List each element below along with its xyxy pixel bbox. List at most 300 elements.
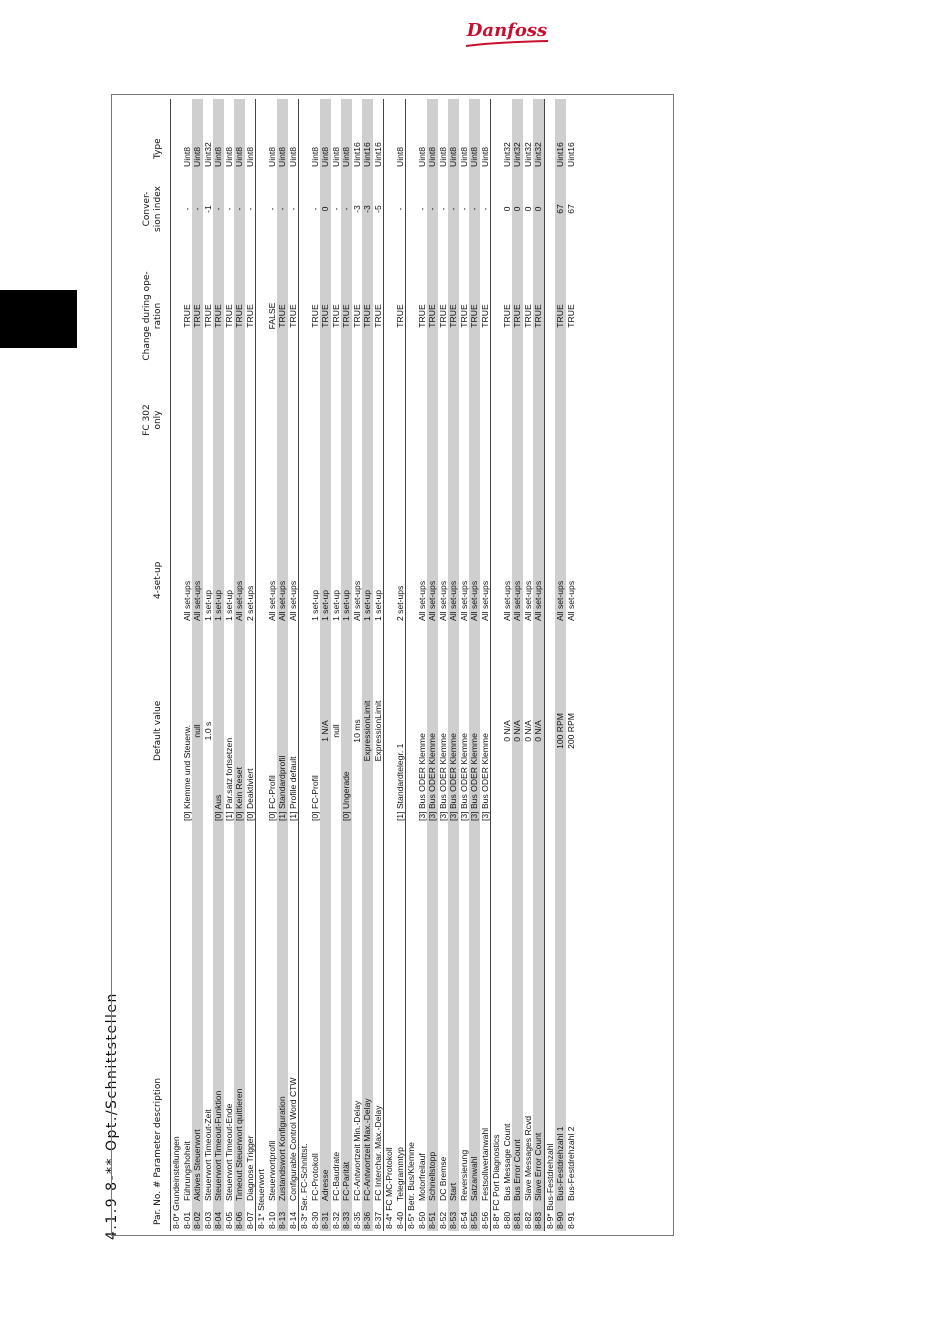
default-value: [3] Bus ODER Klemme (416, 733, 427, 821)
default-value: 1 N/A (320, 720, 330, 742)
param-number: 8-35 (351, 1211, 362, 1229)
setup-value: All set-ups (522, 580, 533, 621)
setup-value: 2 set-ups (244, 585, 255, 621)
default-value: [3] Bus ODER Klemme (458, 733, 469, 821)
table-row (362, 99, 373, 1231)
param-number: 8-02 (192, 1211, 202, 1229)
data-type: Uint8 (266, 146, 277, 167)
conversion-index: - (181, 207, 192, 211)
param-description: Slave Error Count (533, 1132, 543, 1201)
param-description: Satzanwahl (469, 1156, 479, 1201)
fc302-only (427, 383, 438, 457)
table-row (320, 99, 331, 1231)
group-row (490, 99, 502, 1231)
setup-value: All set-ups (512, 580, 522, 621)
setup-value: All set-ups (287, 580, 298, 621)
setup-value: All set-ups (501, 580, 512, 621)
table-row (395, 99, 406, 1231)
default-value: 0 N/A (533, 720, 543, 742)
change-during-operation: TRUE (351, 304, 362, 328)
change-during-operation: TRUE (501, 304, 512, 328)
data-type: Uint32 (522, 142, 533, 167)
conversion-index: 0 (320, 206, 330, 212)
data-type: Uint8 (437, 146, 448, 167)
param-number: 8-14 (287, 1211, 298, 1229)
header-setup-label: 4-set-up (153, 561, 163, 599)
default-value: 0 N/A (512, 720, 522, 742)
change-during-operation: TRUE (234, 304, 244, 328)
default-value: [0] Aus (213, 794, 223, 821)
fc302-only (288, 383, 299, 457)
header-type-label: Type (153, 138, 163, 159)
param-description: Steuerwort Timeout-Zeit (202, 1109, 213, 1201)
change-during-operation: FALSE (266, 302, 277, 330)
table-row (192, 99, 203, 1231)
header-change-line2: ration (153, 302, 163, 330)
fc302-only (459, 383, 470, 457)
param-description: Bus-Festdrehzahl 2 (565, 1126, 576, 1201)
fc302-only (224, 383, 235, 457)
group-row (383, 99, 395, 1231)
param-number: 8-10 (266, 1211, 277, 1229)
param-number: 8-55 (469, 1211, 479, 1229)
param-number: 8-50 (416, 1211, 427, 1229)
param-number: 8-01 (181, 1211, 192, 1229)
default-value: [3] Bus ODER Klemme (427, 733, 437, 821)
param-number: 8-05 (223, 1211, 234, 1229)
header-par (112, 925, 170, 1225)
default-value: 200 RPM (565, 713, 576, 749)
header-default-label: Default value (153, 700, 163, 761)
conversion-index: 67 (565, 204, 576, 214)
param-description: DC Bremse (437, 1156, 448, 1201)
param-description: FC-Baudrate (330, 1151, 341, 1201)
conversion-index: - (277, 207, 287, 211)
change-during-operation: TRUE (277, 304, 287, 328)
conversion-index: - (244, 207, 255, 211)
param-description: FC-Antwortzeit Max.-Delay (362, 1098, 372, 1201)
setup-value: 1 set-up (223, 589, 234, 621)
conversion-index: - (213, 207, 223, 211)
param-number: 8-52 (437, 1211, 448, 1229)
fc302-only (192, 383, 203, 457)
param-number: 8-04 (213, 1211, 223, 1229)
conversion-index: 0 (533, 206, 543, 212)
param-number: 8-56 (479, 1211, 490, 1229)
default-value: [0] Kein Reset (234, 767, 244, 821)
table-row (459, 99, 470, 1231)
fc302-only (480, 383, 491, 457)
conversion-index: - (266, 207, 277, 211)
table-row (523, 99, 534, 1231)
default-value: [0] FC-Profil (266, 775, 277, 821)
data-type: Uint16 (362, 142, 372, 167)
header-conv (112, 169, 170, 249)
table-row (234, 99, 245, 1231)
default-value: 0 N/A (501, 720, 512, 742)
conversion-index: - (469, 207, 479, 211)
group-title: 8-4* FC MC-Protokoll (384, 1147, 394, 1229)
group-title: 8-5* Betr. Bus/Klemme (406, 1142, 416, 1229)
fc302-only (277, 383, 288, 457)
setup-value: 1 set-up (362, 589, 372, 621)
fc302-only (203, 383, 214, 457)
header-change-line1: Change during ope- (142, 271, 152, 361)
conversion-index: - (448, 207, 458, 211)
default-value: [3] Bus ODER Klemme (469, 733, 479, 821)
fc302-only (245, 383, 256, 457)
param-description: Bus-Festdrehzahl 1 (555, 1126, 565, 1201)
param-number: 8-54 (458, 1211, 469, 1229)
fc302-only (512, 383, 523, 457)
setup-value: 1 set-up (309, 589, 320, 621)
setup-value: All set-ups (565, 580, 576, 621)
setup-value: All set-ups (266, 580, 277, 621)
group-title: 8-9* Bus-Festdrehzahl (544, 1143, 555, 1229)
default-value: [0] Ungerade (341, 771, 351, 821)
fc302-only (373, 383, 384, 457)
change-during-operation: TRUE (213, 304, 223, 328)
table-row (533, 99, 544, 1231)
param-number: 8-32 (330, 1211, 341, 1229)
conversion-index: -3 (362, 205, 372, 213)
change-during-operation: TRUE (287, 304, 298, 328)
param-description: FC-Protokoll (309, 1153, 320, 1201)
param-number: 8-30 (309, 1211, 320, 1229)
data-type: Uint8 (458, 146, 469, 167)
change-during-operation: TRUE (512, 304, 522, 328)
conversion-index: - (330, 207, 341, 211)
fc302-only (417, 383, 428, 457)
fc302-only (352, 383, 363, 457)
default-value: [1] Standardtelegr. 1 (394, 743, 405, 821)
param-description: Start (448, 1182, 458, 1201)
fc302-only (320, 383, 331, 457)
setup-value: All set-ups (448, 580, 458, 621)
table-body (170, 99, 576, 1231)
conversion-index: - (234, 207, 244, 211)
table-row (566, 99, 577, 1231)
data-type: Uint32 (512, 142, 522, 167)
conversion-index: 67 (555, 204, 565, 214)
default-value: [3] Bus ODER Klemme (479, 733, 490, 821)
table-row (331, 99, 342, 1231)
param-number: 8-91 (565, 1211, 576, 1229)
conversion-index: - (479, 207, 490, 211)
data-type: Uint8 (192, 146, 202, 167)
param-description: Configurable Control Word CTW (287, 1077, 298, 1201)
table-row (203, 99, 214, 1231)
table-row (341, 99, 352, 1231)
param-description: FC-Parität (341, 1161, 351, 1201)
param-number: 8-33 (341, 1211, 351, 1229)
data-type: Uint8 (213, 146, 223, 167)
setup-value: All set-ups (427, 580, 437, 621)
header-default (112, 641, 170, 821)
table-row (352, 99, 363, 1231)
change-during-operation: TRUE (469, 304, 479, 328)
data-type: Uint8 (309, 146, 320, 167)
conversion-index: 0 (522, 206, 533, 212)
data-type: Uint8 (427, 146, 437, 167)
data-type: Uint16 (555, 142, 565, 167)
fc302-only (234, 383, 245, 457)
change-during-operation: TRUE (330, 304, 341, 328)
data-type: Uint8 (181, 146, 192, 167)
conversion-index: - (287, 207, 298, 211)
param-number: 8-31 (320, 1211, 330, 1229)
conversion-index: - (341, 207, 351, 211)
setup-value: All set-ups (192, 580, 202, 621)
setup-value: All set-ups (277, 580, 287, 621)
change-during-operation: TRUE (341, 304, 351, 328)
setup-value: 1 set-up (202, 589, 213, 621)
change-during-operation: TRUE (533, 304, 543, 328)
default-value: ExpressionLimit (362, 700, 372, 762)
setup-value: All set-ups (533, 580, 543, 621)
param-number: 8-80 (501, 1211, 512, 1229)
param-description: Bus Error Count (512, 1139, 522, 1201)
group-title: 8-8* FC Port Diagnostics (491, 1134, 501, 1229)
table-row (417, 99, 428, 1231)
group-row (544, 99, 556, 1231)
param-description: Schnellstopp (427, 1151, 437, 1201)
change-during-operation: TRUE (416, 304, 427, 328)
data-type: Uint8 (469, 146, 479, 167)
default-value: [1] Profile default (287, 756, 298, 821)
group-title: 8-1* Steuerwort (256, 1169, 266, 1229)
table-row (288, 99, 299, 1231)
default-value: [1] Standardprofil (277, 755, 287, 821)
change-during-operation: TRUE (427, 304, 437, 328)
param-number: 8-53 (448, 1211, 458, 1229)
default-value: ExpressionLimit (372, 700, 383, 762)
table-row (448, 99, 459, 1231)
param-description: Aktives Steuerwort (192, 1129, 202, 1201)
fc302-only (341, 383, 352, 457)
param-description: Festsollwertanwahl (479, 1127, 490, 1201)
header-conv-line2: sion index (153, 186, 163, 232)
parameter-table (111, 94, 674, 1236)
param-description: Slave Messages Rcvd (522, 1115, 533, 1201)
setup-value: 1 set-up (372, 589, 383, 621)
table-row (224, 99, 235, 1231)
data-type: Uint8 (330, 146, 341, 167)
default-value: null (192, 724, 202, 738)
danfoss-logo (462, 16, 552, 52)
fc302-only (469, 383, 480, 457)
param-number: 8-06 (234, 1211, 244, 1229)
param-number: 8-83 (533, 1211, 543, 1229)
param-number: 8-40 (394, 1211, 405, 1229)
param-number: 8-90 (555, 1211, 565, 1229)
setup-value: All set-ups (234, 580, 244, 621)
setup-value: 1 set-up (213, 589, 223, 621)
table-row (480, 99, 491, 1231)
data-type: Uint8 (244, 146, 255, 167)
param-number: 8-03 (202, 1211, 213, 1229)
data-type: Uint8 (479, 146, 490, 167)
change-during-operation: TRUE (458, 304, 469, 328)
data-type: Uint8 (287, 146, 298, 167)
data-type: Uint16 (565, 142, 576, 167)
param-description: Steuerwort Timeout-Ende (223, 1103, 234, 1201)
fc302-only (502, 383, 513, 457)
data-type: Uint32 (202, 142, 213, 167)
data-type: Uint8 (341, 146, 351, 167)
change-during-operation: TRUE (565, 304, 576, 328)
table-row (427, 99, 438, 1231)
setup-value: All set-ups (181, 580, 192, 621)
fc302-only (533, 383, 544, 457)
header-conv-line1: Conver- (142, 191, 152, 227)
change-during-operation: TRUE (362, 304, 372, 328)
param-description: Reversierung (458, 1149, 469, 1201)
fc302-only (182, 383, 193, 457)
param-description: Timeout Steuerwort quittieren (234, 1088, 244, 1201)
change-during-operation: TRUE (394, 304, 405, 328)
change-during-operation: TRUE (320, 304, 330, 328)
table-row (213, 99, 224, 1231)
group-row (170, 99, 182, 1231)
param-description: Motorfreilauf (416, 1153, 427, 1201)
data-type: Uint8 (416, 146, 427, 167)
fc302-only (395, 383, 406, 457)
table-row (502, 99, 513, 1231)
setup-value: 1 set-up (320, 589, 330, 621)
param-description: Diagnose Trigger (244, 1135, 255, 1201)
setup-value: 1 set-up (341, 589, 351, 621)
header-fc302 (112, 383, 170, 457)
data-type: Uint32 (533, 142, 543, 167)
change-during-operation: TRUE (223, 304, 234, 328)
fc302-only (331, 383, 342, 457)
param-description: Bus Message Count (501, 1123, 512, 1201)
param-description: Telegrammtyp (394, 1147, 405, 1201)
change-during-operation: TRUE (448, 304, 458, 328)
fc302-only (213, 383, 224, 457)
param-description: Steuerwortprofil (266, 1140, 277, 1201)
param-description: Steuerwort Timeout-Funktion (213, 1090, 223, 1201)
setup-value: 1 set-up (330, 589, 341, 621)
fc302-only (438, 383, 449, 457)
setup-value: All set-ups (469, 580, 479, 621)
default-value: null (330, 724, 341, 738)
conversion-index: 0 (501, 206, 512, 212)
change-during-operation: TRUE (437, 304, 448, 328)
data-type: Uint32 (501, 142, 512, 167)
setup-value: All set-ups (351, 580, 362, 621)
conversion-index: -5 (372, 205, 383, 213)
setup-value: All set-ups (458, 580, 469, 621)
table-row (512, 99, 523, 1231)
change-during-operation: TRUE (202, 304, 213, 328)
group-row (405, 99, 417, 1231)
data-type: Uint16 (372, 142, 383, 167)
param-number: 8-07 (244, 1211, 255, 1229)
default-value: 100 RPM (555, 713, 565, 749)
setup-value: All set-ups (437, 580, 448, 621)
data-type: Uint8 (277, 146, 287, 167)
group-row (298, 99, 310, 1231)
header-fc302-line1: FC 302 (142, 404, 152, 436)
header-fc302-line2: only (153, 410, 163, 430)
setup-value: All set-ups (416, 580, 427, 621)
fc302-only (448, 383, 459, 457)
table-row (182, 99, 193, 1231)
header-type (112, 99, 170, 167)
conversion-index: - (458, 207, 469, 211)
param-description: Zustandswort Konfiguration (277, 1096, 287, 1201)
param-description: FC-Antwortzeit Min.-Delay (351, 1100, 362, 1201)
table-row (469, 99, 480, 1231)
setup-value: All set-ups (555, 580, 565, 621)
table-row (277, 99, 288, 1231)
conversion-index: - (223, 207, 234, 211)
param-number: 8-36 (362, 1211, 372, 1229)
data-type: Uint8 (223, 146, 234, 167)
brand-text: Danfoss (466, 20, 548, 41)
setup-value: 2 set-ups (394, 585, 405, 621)
param-description: Adresse (320, 1169, 330, 1201)
section-title: 4.1.9 8-** Opt./Schnittstellen (104, 992, 120, 1240)
default-value: 0 N/A (522, 720, 533, 742)
header-change (112, 251, 170, 381)
conversion-index: - (394, 207, 405, 211)
table-row (310, 99, 321, 1231)
conversion-index: - (437, 207, 448, 211)
data-type: Uint8 (320, 146, 330, 167)
fc302-only (362, 383, 373, 457)
change-during-operation: TRUE (244, 304, 255, 328)
change-during-operation: TRUE (479, 304, 490, 328)
table-row (245, 99, 256, 1231)
table-row (373, 99, 384, 1231)
change-during-operation: TRUE (522, 304, 533, 328)
param-number: 8-13 (277, 1211, 287, 1229)
group-title: 8-3* Ser. FC-Schnittst. (299, 1143, 309, 1229)
default-value: [0] FC-Profil (309, 775, 320, 821)
default-value: [1] Par.satz fortsetzen (223, 737, 234, 821)
fc302-only (310, 383, 321, 457)
data-type: Uint16 (351, 142, 362, 167)
default-value: 1.0 s (202, 721, 213, 741)
param-description: Führungshoheit (181, 1141, 192, 1201)
change-during-operation: TRUE (181, 304, 192, 328)
change-during-operation: TRUE (555, 304, 565, 328)
conversion-index: -1 (202, 205, 213, 213)
data-type: Uint8 (448, 146, 458, 167)
default-value: 10 ms (351, 719, 362, 743)
change-during-operation: TRUE (309, 304, 320, 328)
chapter-tab (0, 290, 77, 348)
default-value: [0] Deaktiviert (244, 768, 255, 821)
fc302-only (523, 383, 534, 457)
param-description: FC Interchar. Max.-Delay (372, 1105, 383, 1201)
table-row (267, 99, 278, 1231)
data-type: Uint8 (234, 146, 244, 167)
data-type: Uint8 (394, 146, 405, 167)
default-value: [3] Bus ODER Klemme (437, 733, 448, 821)
group-row (255, 99, 267, 1231)
fc302-only (566, 383, 577, 457)
param-number: 8-37 (372, 1211, 383, 1229)
default-value: [3] Bus ODER Klemme (448, 733, 458, 821)
group-title: 8-0* Grundeinstellungen (171, 1136, 181, 1229)
header-par-label: Par. No. # Parameter description (153, 1077, 163, 1225)
fc302-only (555, 383, 566, 457)
param-number: 8-82 (522, 1211, 533, 1229)
